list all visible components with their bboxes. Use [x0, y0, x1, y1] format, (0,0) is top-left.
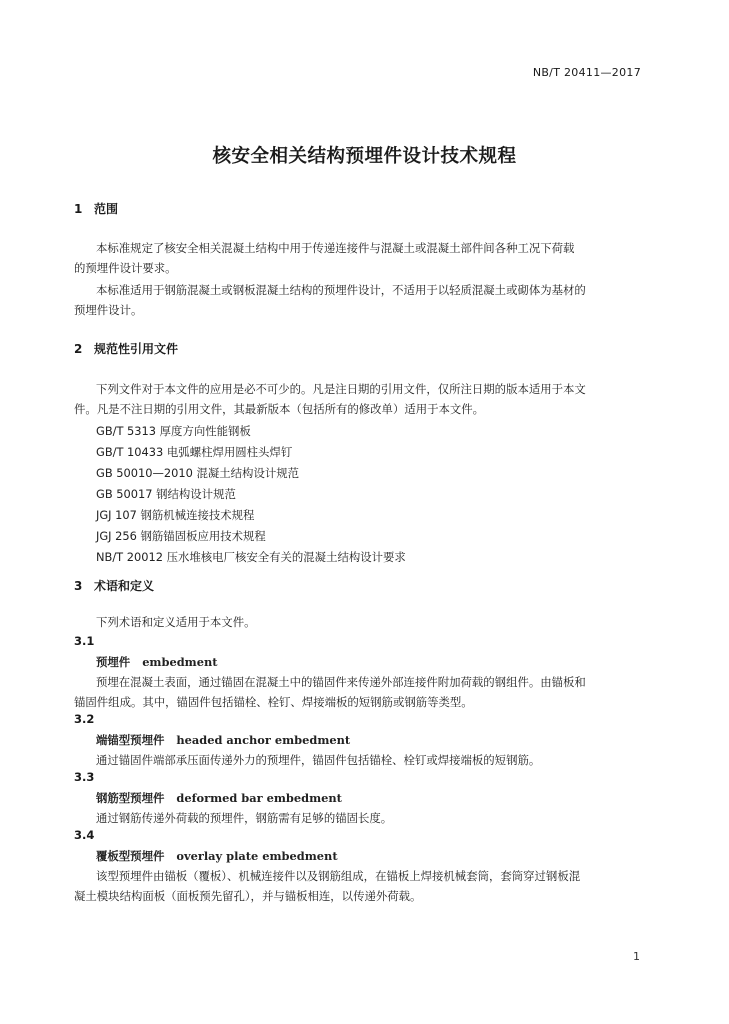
clause-number: 3.1	[74, 634, 95, 648]
term-heading	[96, 732, 350, 748]
reference-item: GB/T 5313 厚度方向性能钢板	[96, 424, 251, 438]
reference-item: GB 50010—2010 混凝土结构设计规范	[96, 466, 300, 480]
term-en: headed anchor embedment	[176, 733, 351, 747]
term-definition-line: 通过锚固件端部承压面传递外力的预埋件，锚固件包括锚栓、栓钉或焊接端板的短钢筋。	[96, 753, 541, 767]
reference-item: JGJ 107 钢筋机械连接技术规程	[96, 508, 255, 522]
section-number: 1	[74, 202, 83, 216]
term-en: overlay plate embedment	[176, 849, 338, 863]
paragraph-line: 件。凡是不注日期的引用文件，其最新版本（包括所有的修改单）适用于本文件。	[74, 402, 485, 416]
paragraph-line: 本标准适用于钢筋混凝土或钢板混凝土结构的预埋件设计，不适用于以轻质混凝土或砌体为基材的	[96, 283, 586, 297]
term-definition-line: 通过钢筋传递外荷载的预埋件，钢筋需有足够的锚固长度。	[96, 811, 393, 825]
term-zh: 端锚型预埋件	[96, 733, 165, 747]
section-title: 规范性引用文件	[94, 342, 179, 356]
term-en: deformed bar embedment	[176, 791, 342, 805]
paragraph-line: 的预埋件设计要求。	[74, 261, 177, 275]
section-2-heading	[74, 340, 178, 357]
term-heading	[96, 654, 218, 670]
paragraph-line: 预埋件设计。	[74, 303, 143, 317]
term-zh: 覆板型预埋件	[96, 849, 165, 863]
term-definition-line: 该型预埋件由锚板（覆板）、机械连接件以及钢筋组成，在锚板上焊接机械套筒，套筒穿过钢板混	[96, 869, 581, 883]
reference-item: JGJ 256 钢筋锚固板应用技术规程	[96, 529, 266, 543]
section-number: 2	[74, 342, 83, 356]
term-en: embedment	[142, 655, 218, 669]
section-3-heading	[74, 577, 154, 594]
section-title: 术语和定义	[94, 579, 155, 593]
term-heading	[96, 848, 338, 864]
section-number: 3	[74, 579, 83, 593]
term-heading	[96, 790, 342, 806]
page-number: 1	[633, 950, 640, 963]
paragraph-line: 下列术语和定义适用于本文件。	[96, 615, 256, 629]
document-title: 核安全相关结构预埋件设计技术规程	[212, 146, 517, 167]
clause-number: 3.4	[74, 828, 95, 842]
section-title: 范围	[94, 202, 119, 216]
term-zh: 预埋件	[96, 655, 131, 669]
clause-number: 3.3	[74, 770, 95, 784]
term-definition-line: 预埋在混凝土表面，通过锚固在混凝土中的锚固件来传递外部连接件附加荷载的钢组件。由锚板和	[96, 675, 586, 689]
term-definition-line: 锚固件组成。其中，锚固件包括锚栓、栓钉、焊接端板的短钢筋或钢筋等类型。	[74, 695, 473, 709]
reference-item: NB/T 20012 压水堆核电厂核安全有关的混凝土结构设计要求	[96, 550, 406, 564]
clause-number: 3.2	[74, 712, 95, 726]
paragraph-line: 本标准规定了核安全相关混凝土结构中用于传递连接件与混凝土或混凝土部件间各种工况下荷载	[96, 241, 575, 255]
paragraph-line: 下列文件对于本文件的应用是必不可少的。凡是注日期的引用文件，仅所注日期的版本适用于本文	[96, 382, 586, 396]
term-definition-line: 凝土模块结构面板（面板预先留孔），并与锚板相连，以传递外荷载。	[74, 889, 422, 903]
standard-number: NB/T 20411—2017	[532, 66, 641, 79]
reference-item: GB/T 10433 电弧螺柱焊用圆柱头焊钉	[96, 445, 293, 459]
term-zh: 钢筋型预埋件	[96, 791, 165, 805]
section-1-heading	[74, 200, 118, 217]
reference-item: GB 50017 钢结构设计规范	[96, 487, 236, 501]
